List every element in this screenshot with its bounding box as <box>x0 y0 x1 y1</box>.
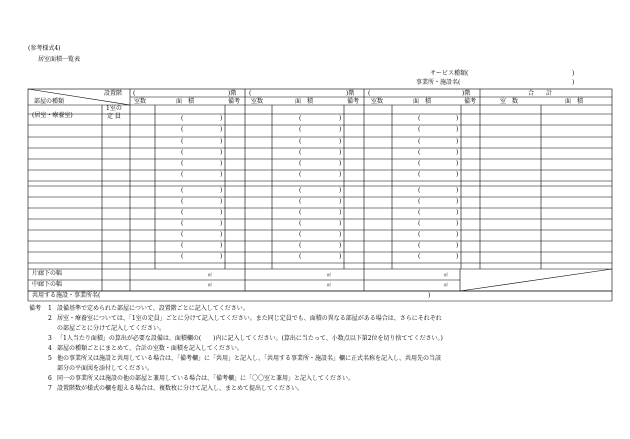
area-paren-open: ( <box>181 160 184 167</box>
floor-1-suffix: )階 <box>228 90 237 97</box>
note-number: 2 <box>48 315 52 322</box>
area-paren-close: ) <box>456 138 459 145</box>
area-paren-open: ( <box>299 209 302 216</box>
floor-3-open: ( <box>368 90 371 97</box>
area-paren-open: ( <box>418 138 421 145</box>
unit-sqm: ㎡ <box>208 272 212 277</box>
col-note-1: 備考 <box>228 98 241 105</box>
area-paren-close: ) <box>220 231 223 238</box>
note-number: 5 <box>48 355 52 362</box>
area-paren-close: ) <box>339 231 342 238</box>
area-paren-open: ( <box>299 220 302 227</box>
unit-sqm: ㎡ <box>444 272 448 277</box>
area-paren-close: ) <box>456 220 459 227</box>
area-paren-close: ) <box>220 138 223 145</box>
note-text: 設置階数が様式の欄を超える場合は、複数枚に分けて記入し、まとめて提出してください。 <box>57 385 304 392</box>
area-paren-close: ) <box>220 187 223 194</box>
area-paren-close: ) <box>339 198 342 205</box>
col-area-total: 面 積 <box>565 98 584 105</box>
col-rooms-total: 室 数 <box>500 98 519 105</box>
area-paren-open: ( <box>181 209 184 216</box>
area-paren-open: ( <box>418 242 421 249</box>
area-paren-open: ( <box>299 126 302 133</box>
area-paren-open: ( <box>181 115 184 122</box>
shared-facility-close: ) <box>428 292 431 299</box>
note-number: 4 <box>48 345 52 352</box>
floor-1-open: ( <box>133 90 136 97</box>
area-paren-close: ) <box>220 160 223 167</box>
area-paren-open: ( <box>418 160 421 167</box>
area-paren-close: ) <box>339 138 342 145</box>
area-paren-open: ( <box>299 187 302 194</box>
area-paren-open: ( <box>418 126 421 133</box>
unit-sqm: ㎡ <box>327 282 331 287</box>
area-paren-close: ) <box>339 253 342 260</box>
col-rooms-2: 室数 <box>251 98 264 105</box>
facility-name-close: ) <box>572 79 575 86</box>
area-paren-open: ( <box>299 149 302 156</box>
area-paren-open: ( <box>299 138 302 145</box>
col-rooms-3: 室数 <box>371 98 384 105</box>
facility-name-label: 事業所・施設名( <box>416 79 461 86</box>
area-paren-close: ) <box>456 209 459 216</box>
area-paren-open: ( <box>181 253 184 260</box>
area-paren-close: ) <box>220 253 223 260</box>
area-paren-open: ( <box>299 115 302 122</box>
area-paren-close: ) <box>220 209 223 216</box>
note-text: の部屋ごとに分けて記入してください。 <box>57 325 166 332</box>
area-paren-close: ) <box>220 149 223 156</box>
area-paren-close: ) <box>456 149 459 156</box>
room-type-sub: (居室・療養室) <box>32 112 73 119</box>
capacity-label-2: 定 員 <box>107 113 121 120</box>
corridor-one-side-label: 片廊下の幅 <box>32 270 63 277</box>
area-paren-close: ) <box>456 115 459 122</box>
area-paren-open: ( <box>181 138 184 145</box>
area-paren-open: ( <box>181 171 184 178</box>
area-paren-close: ) <box>339 149 342 156</box>
area-paren-close: ) <box>220 171 223 178</box>
floor-label: 設置階 <box>104 90 123 97</box>
note-text: 他の事業所又は施設と共用している場合は、「備考欄」に「共用」と記入し、「共用する事業所・施設名」欄に正式名称を記入し、共用先の当該 <box>57 355 442 362</box>
area-paren-close: ) <box>456 160 459 167</box>
floor-2-open: ( <box>249 90 252 97</box>
area-paren-close: ) <box>456 231 459 238</box>
col-area-3: 面 積 <box>413 98 432 105</box>
area-paren-open: ( <box>418 253 421 260</box>
area-paren-open: ( <box>181 220 184 227</box>
col-area-2: 面 積 <box>295 98 314 105</box>
area-paren-close: ) <box>220 242 223 249</box>
area-paren-close: ) <box>220 198 223 205</box>
floor-3-suffix: )階 <box>462 90 471 97</box>
area-paren-close: ) <box>339 209 342 216</box>
area-paren-open: ( <box>299 171 302 178</box>
area-paren-close: ) <box>456 126 459 133</box>
area-paren-open: ( <box>181 242 184 249</box>
area-paren-open: ( <box>418 198 421 205</box>
area-paren-close: ) <box>339 171 342 178</box>
area-paren-open: ( <box>181 126 184 133</box>
unit-sqm: ㎡ <box>208 282 212 287</box>
floor-2-suffix: )階 <box>346 90 355 97</box>
area-paren-close: ) <box>456 171 459 178</box>
note-number: 3 <box>48 335 52 342</box>
area-paren-open: ( <box>418 231 421 238</box>
notes-heading: 備考 <box>29 305 42 312</box>
note-number: 6 <box>48 375 52 382</box>
unit-sqm: ㎡ <box>444 282 448 287</box>
room-type-label: 部屋の種類 <box>34 98 65 105</box>
area-paren-close: ) <box>339 115 342 122</box>
col-rooms-1: 室数 <box>134 98 147 105</box>
area-paren-close: ) <box>456 198 459 205</box>
service-type-close: ) <box>572 70 575 77</box>
area-paren-open: ( <box>181 187 184 194</box>
area-paren-close: ) <box>339 242 342 249</box>
area-paren-open: ( <box>299 160 302 167</box>
area-paren-close: ) <box>220 220 223 227</box>
page-title: 居室面積一覧表 <box>38 56 81 63</box>
area-paren-open: ( <box>418 149 421 156</box>
area-paren-open: ( <box>299 242 302 249</box>
area-paren-open: ( <box>181 231 184 238</box>
note-text: 「1人当たり面積」の算出が必要な設備は、面積欄の( )内に記入してください。(算出に当たって、小数点以下第2位を切り捨ててください。) <box>57 335 443 342</box>
area-paren-open: ( <box>299 198 302 205</box>
col-note-3: 備考 <box>464 98 477 105</box>
note-text: 部分の平面図を添付してください。 <box>57 365 154 372</box>
form-reference: (参考様式4) <box>28 45 61 52</box>
area-paren-close: ) <box>339 220 342 227</box>
area-paren-close: ) <box>339 187 342 194</box>
shared-facility-label: 共用する施設・事業所名( <box>32 292 101 299</box>
total-label: 合 計 <box>528 90 553 97</box>
area-paren-open: ( <box>418 209 421 216</box>
note-text: 設備基準で定められた部屋について、設置階ごとに記入してください。 <box>57 305 249 312</box>
corridor-middle-label: 中廊下の幅 <box>32 281 63 288</box>
area-paren-open: ( <box>418 187 421 194</box>
note-text: 居室・療養室については、「1室の定員」ごとに分けて記入してください。また同じ定員でも、面積の異なる部屋がある場合は、さらにそれぞれ <box>57 315 442 322</box>
area-paren-open: ( <box>418 220 421 227</box>
col-note-2: 備考 <box>347 98 360 105</box>
note-number: 1 <box>48 305 52 312</box>
note-text: 同一の事業所又は施設の他の部屋と兼用している場合は、「備考欄」に「〇〇室と兼用」と記入してください。 <box>57 375 355 382</box>
area-paren-open: ( <box>181 198 184 205</box>
area-paren-close: ) <box>456 242 459 249</box>
area-paren-open: ( <box>299 231 302 238</box>
area-paren-open: ( <box>418 115 421 122</box>
capacity-label-1: 1室の <box>106 105 122 112</box>
area-paren-close: ) <box>339 126 342 133</box>
area-paren-close: ) <box>456 187 459 194</box>
note-number: 7 <box>48 385 52 392</box>
area-paren-close: ) <box>220 115 223 122</box>
service-type-label: サービス種類( <box>430 70 469 77</box>
note-text: 部屋の種類ごとにまとめて、合計の室数・面積を記入してください。 <box>57 345 243 352</box>
area-paren-close: ) <box>220 126 223 133</box>
area-paren-close: ) <box>339 160 342 167</box>
area-paren-open: ( <box>299 253 302 260</box>
area-paren-open: ( <box>181 149 184 156</box>
unit-sqm: ㎡ <box>327 272 331 277</box>
area-paren-close: ) <box>456 253 459 260</box>
col-area-1: 面 積 <box>176 98 195 105</box>
area-paren-open: ( <box>418 171 421 178</box>
